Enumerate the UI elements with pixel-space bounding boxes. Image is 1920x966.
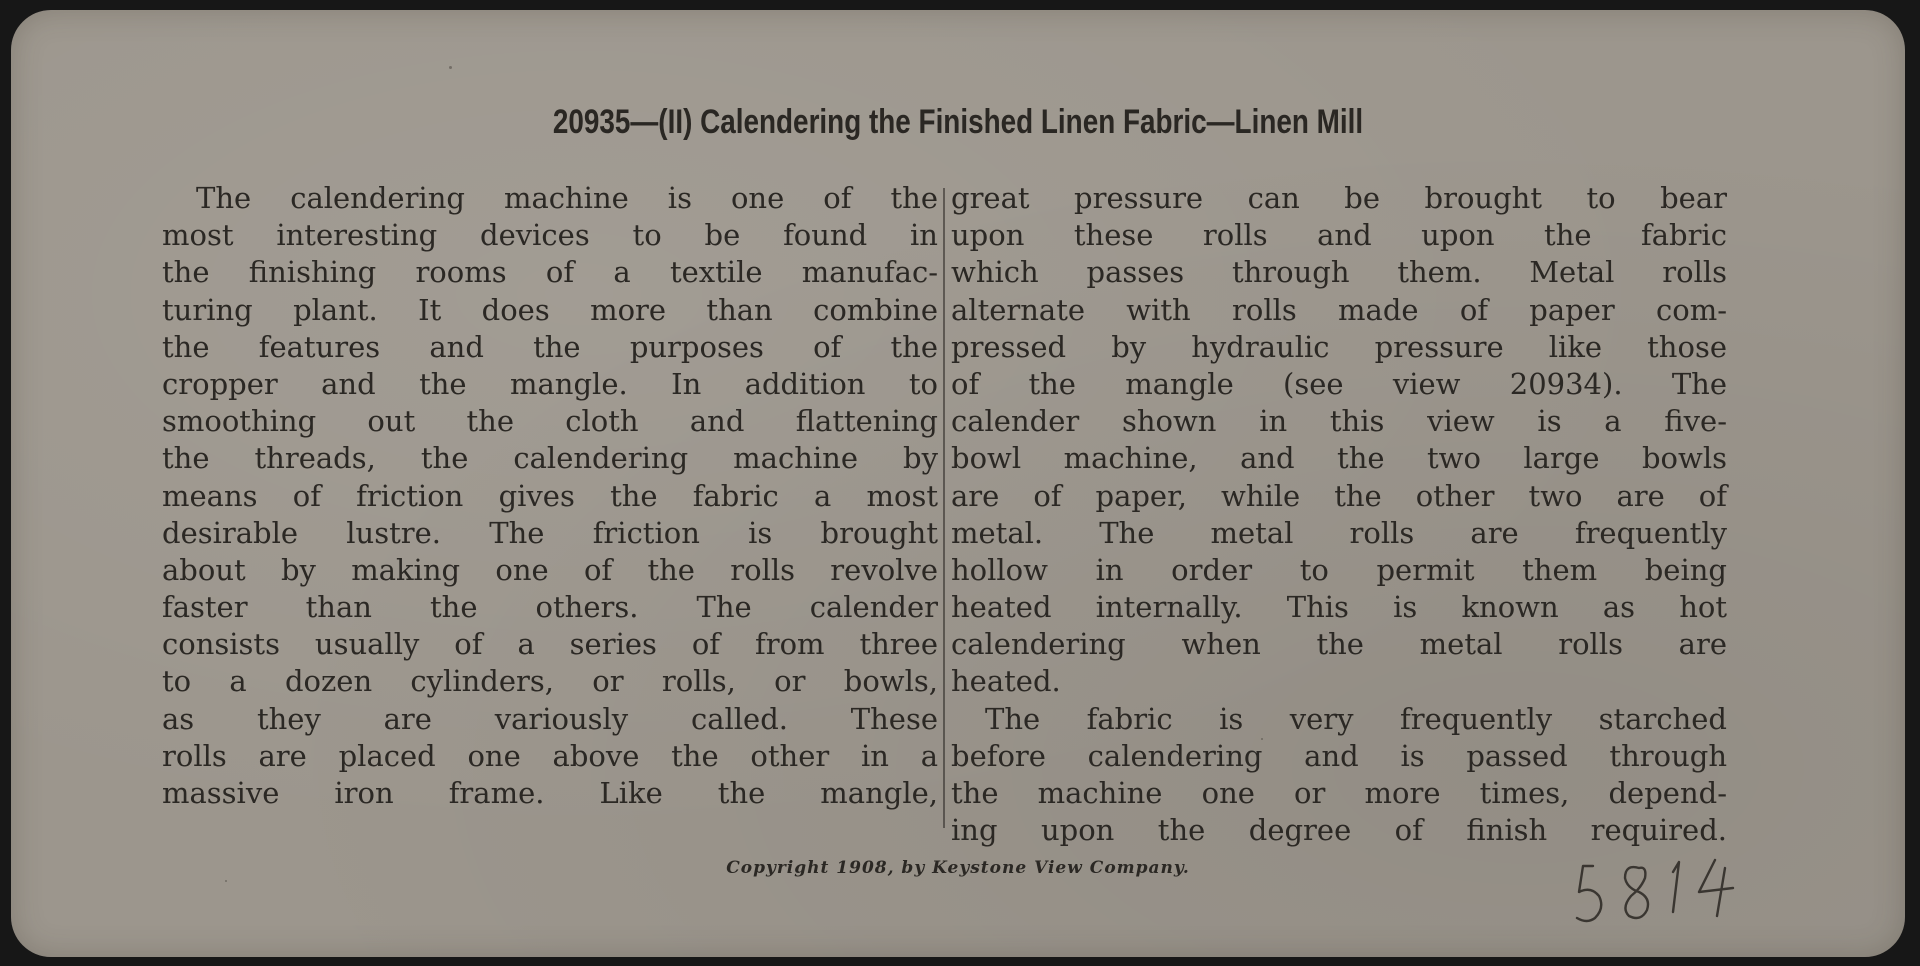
text-line: as they are variously called. These	[162, 701, 938, 736]
text-line: heated.	[951, 664, 1061, 699]
text-line: heated internally. This is known as hot	[951, 590, 1727, 625]
text-line: The calendering machine is one of the	[196, 181, 938, 215]
text-line: to a dozen cylinders, or rolls, or bowls,	[162, 664, 938, 699]
right-text-column	[951, 180, 1727, 849]
text-line: before calendering and is passed through	[951, 738, 1727, 773]
text-line: calendering when the metal rolls are	[951, 627, 1727, 662]
text-line: alternate with rolls made of paper com-	[951, 292, 1727, 327]
column-divider	[943, 188, 945, 828]
text-line: means of friction gives the fabric a most	[162, 478, 938, 513]
text-line: great pressure can be brought to bear	[951, 181, 1727, 215]
text-line: hollow in order to permit them being	[951, 552, 1727, 587]
text-line: of the mangle (see view 20934). The	[951, 366, 1727, 401]
text-line: most interesting devices to be found in	[162, 218, 938, 253]
card-title: 20935—(II) Calendering the Finished Linen Fabric—Linen Mill	[552, 103, 1364, 141]
text-line: metal. The metal rolls are frequently	[951, 515, 1727, 550]
text-line: calender shown in this view is a five-	[951, 404, 1727, 439]
handwritten-number	[1561, 852, 1751, 932]
text-line: the finishing rooms of a textile manufac-	[162, 255, 938, 290]
text-line: desirable lustre. The friction is brought	[162, 515, 938, 550]
left-text-column	[162, 180, 938, 812]
text-line: the features and the purposes of the	[162, 329, 938, 364]
text-line: consists usually of a series of from three	[162, 627, 938, 662]
text-line: smoothing out the cloth and flattening	[162, 404, 938, 439]
text-line: faster than the others. The calender	[162, 590, 938, 625]
text-line: massive iron frame. Like the mangle,	[162, 776, 938, 810]
text-line: ing upon the degree of finish required.	[951, 813, 1727, 848]
text-line: pressed by hydraulic pressure like those	[951, 329, 1727, 364]
text-line: which passes through them. Metal rolls	[951, 255, 1727, 290]
text-line: rolls are placed one above the other in a	[162, 738, 938, 773]
text-line: are of paper, while the other two are of	[951, 478, 1727, 513]
text-line: about by making one of the rolls revolve	[162, 552, 938, 587]
paper-speck	[1261, 738, 1263, 740]
paper-speck	[225, 880, 227, 882]
text-line: turing plant. It does more than combine	[162, 292, 938, 327]
text-line: cropper and the mangle. In addition to	[162, 366, 938, 401]
paper-speck	[449, 66, 452, 69]
text-line: bowl machine, and the two large bowls	[951, 441, 1727, 476]
text-line: upon these rolls and upon the fabric	[951, 218, 1727, 253]
stereoview-card-back	[11, 10, 1905, 957]
text-line: the machine one or more times, depend-	[951, 776, 1727, 810]
text-line: the threads, the calendering machine by	[162, 441, 938, 476]
copyright-notice: Copyright 1908, by Keystone View Company.	[726, 858, 1190, 878]
text-line: The fabric is very frequently starched	[985, 701, 1727, 736]
